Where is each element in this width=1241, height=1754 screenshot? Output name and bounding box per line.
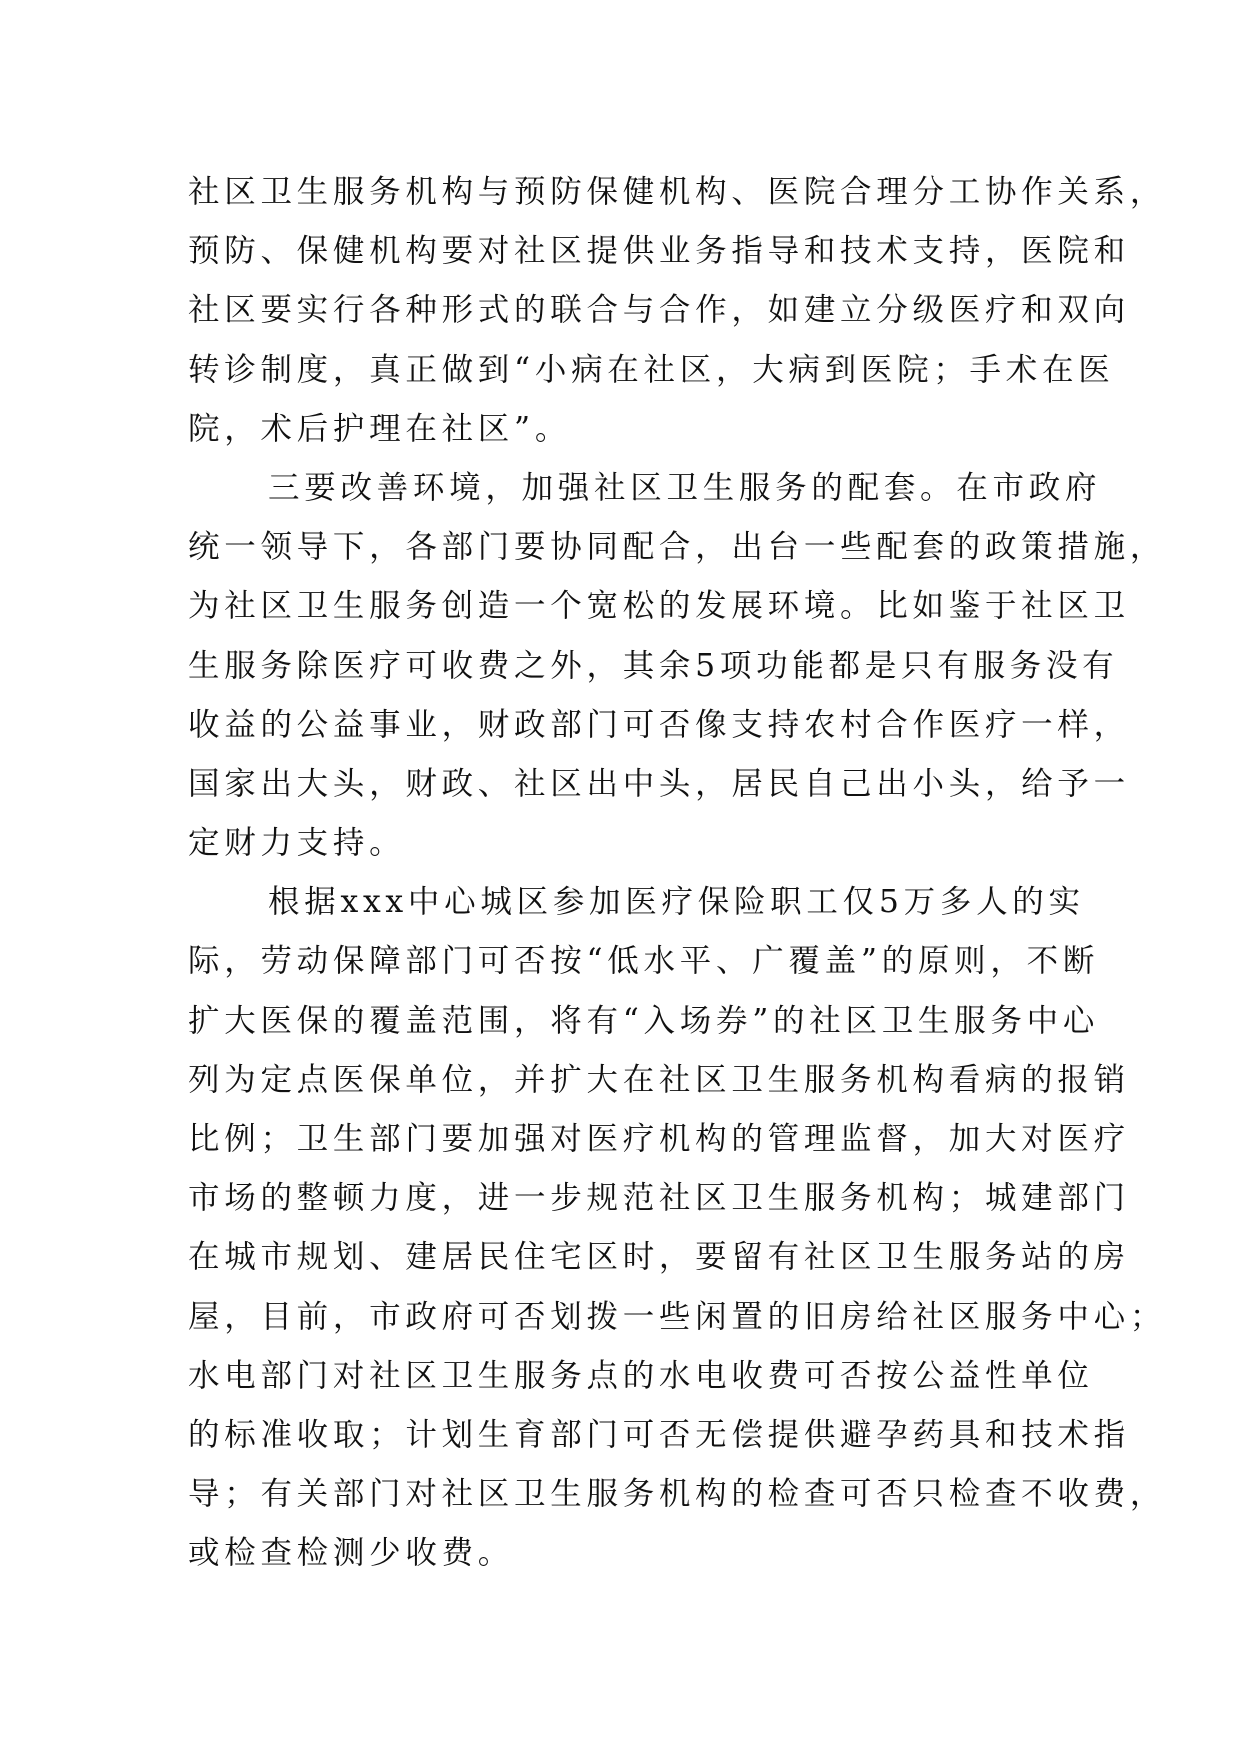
document-body [188, 163, 1167, 1584]
paragraph-first-line: 根据xxx中心城区参加医疗保险职工仅5万多人的实 [268, 884, 1085, 921]
text-line: 转诊制度，真正做到“小病在社区，大病到医院；手术在医 [188, 351, 1115, 388]
text-line: 扩大医保的覆盖范围，将有“入场券”的社区卫生服务中心 [188, 1002, 1100, 1039]
text-line: 列为定点医保单位，并扩大在社区卫生服务机构看病的报销 [188, 1061, 1130, 1098]
text-line: 定财力支持。 [188, 825, 406, 862]
text-line: 为社区卫生服务创造一个宽松的发展环境。比如鉴于社区卫 [188, 588, 1130, 625]
text-line: 预防、保健机构要对社区提供业务指导和技术支持，医院和 [188, 233, 1130, 270]
text-line: 社区卫生服务机构与预防保健机构、医院合理分工协作关系， [188, 174, 1167, 210]
text-line: 屋，目前，市政府可否划拨一些闲置的旧房给社区服务中心； [188, 1298, 1167, 1335]
paragraph-first-line: 三要改善环境，加强社区卫生服务的配套。在市政府 [268, 469, 1102, 506]
text-line: 际，劳动保障部门可否按“低水平、广覆盖”的原则，不断 [188, 943, 1100, 980]
text-line: 统一领导下，各部门要协同配合，出台一些配套的政策措施， [188, 529, 1167, 566]
text-line: 收益的公益事业，财政部门可否像支持农村合作医疗一样， [188, 706, 1130, 743]
text-line: 的标准收取；计划生育部门可否无偿提供避孕药具和技术指 [188, 1416, 1130, 1453]
text-line: 院，术后护理在社区”。 [188, 410, 572, 447]
text-line: 水电部门对社区卫生服务点的水电收费可否按公益性单位 [188, 1357, 1094, 1394]
text-line: 生服务除医疗可收费之外，其余5项功能都是只有服务没有 [188, 647, 1119, 684]
text-line: 比例；卫生部门要加强对医疗机构的管理监督，加大对医疗 [188, 1121, 1130, 1157]
text-line: 导；有关部门对社区卫生服务机构的检查可否只检查不收费， [188, 1476, 1167, 1513]
text-line: 或检查检测少收费。 [188, 1535, 515, 1572]
text-line: 在城市规划、建居民住宅区时，要留有社区卫生服务站的房 [188, 1239, 1130, 1276]
text-line: 市场的整顿力度，进一步规范社区卫生服务机构；城建部门 [188, 1180, 1130, 1217]
text-line: 社区要实行各种形式的联合与合作，如建立分级医疗和双向 [188, 292, 1130, 329]
text-line: 国家出大头，财政、社区出中头，居民自己出小头，给予一 [188, 765, 1130, 802]
